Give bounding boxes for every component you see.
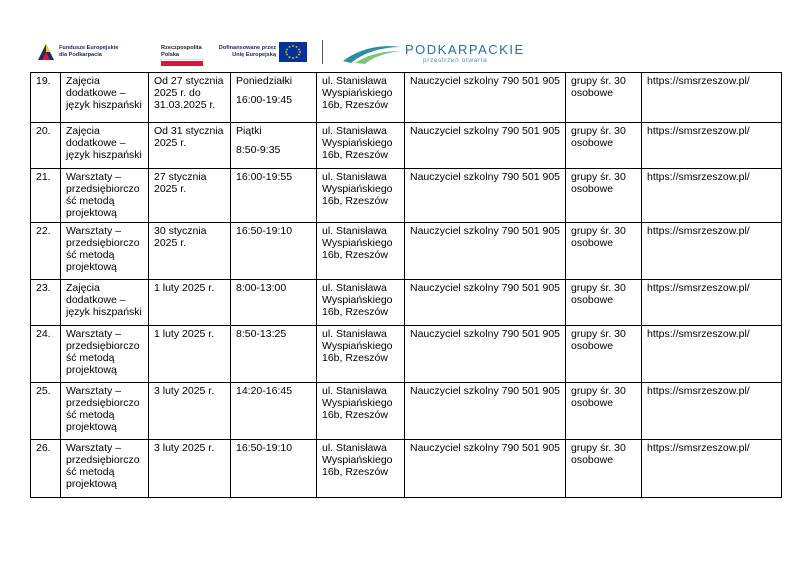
cell-group: grupy śr. 30 osobowe bbox=[566, 169, 642, 223]
logo-pk-name: PODKARPACKIE bbox=[405, 42, 525, 57]
table-row bbox=[31, 440, 782, 498]
cell-group: grupy śr. 30 osobowe bbox=[566, 73, 642, 123]
cell-contact: Nauczyciel szkolny 790 501 905 bbox=[405, 440, 566, 498]
cell-date: 30 stycznia 2025 r. bbox=[149, 223, 231, 280]
cell-contact: Nauczyciel szkolny 790 501 905 bbox=[405, 123, 566, 169]
cell-group: grupy śr. 30 osobowe bbox=[566, 123, 642, 169]
cell-number: 21. bbox=[31, 169, 61, 223]
cell-contact: Nauczyciel szkolny 790 501 905 bbox=[405, 73, 566, 123]
cell-date: 1 luty 2025 r. bbox=[149, 280, 231, 326]
cell-time: 16:00-19:45 bbox=[236, 94, 293, 106]
cell-group: grupy śr. 30 osobowe bbox=[566, 326, 642, 383]
cell-url: https://smsrzeszow.pl/ bbox=[642, 123, 782, 169]
cell-place: ul. Stanisława Wyspiańskiego 16b, Rzeszów bbox=[317, 223, 405, 280]
table-row bbox=[31, 280, 782, 326]
podkarpackie-swoosh-icon bbox=[341, 41, 403, 65]
cell-url: https://smsrzeszow.pl/ bbox=[642, 223, 782, 280]
table-row bbox=[31, 383, 782, 440]
cell-url: https://smsrzeszow.pl/ bbox=[642, 383, 782, 440]
table-row bbox=[31, 326, 782, 383]
table-row bbox=[31, 223, 782, 280]
cell-number: 24. bbox=[31, 326, 61, 383]
cell-date: Od 31 stycznia 2025 r. bbox=[149, 123, 231, 169]
logo-ue-line1: Dofinansowane przez bbox=[218, 45, 276, 51]
cell-time: 16:50-19:10 bbox=[231, 223, 317, 280]
cell-activity: Warsztaty – przedsiębiorczo ść metodą projektową bbox=[61, 326, 149, 383]
logo-unia-europejska bbox=[218, 41, 308, 65]
cell-activity: Warsztaty – przedsiębiorczo ść metodą projektową bbox=[61, 383, 149, 440]
cell-group: grupy śr. 30 osobowe bbox=[566, 440, 642, 498]
table-row bbox=[31, 73, 782, 123]
cell-date: Od 27 stycznia 2025 r. do 31.03.2025 r. bbox=[149, 73, 231, 123]
cell-place: ul. Stanisława Wyspiańskiego 16b, Rzeszów bbox=[317, 123, 405, 169]
cell-number: 20. bbox=[31, 123, 61, 169]
cell-url: https://smsrzeszow.pl/ bbox=[642, 280, 782, 326]
cell-url: https://smsrzeszow.pl/ bbox=[642, 326, 782, 383]
cell-date: 3 luty 2025 r. bbox=[149, 440, 231, 498]
cell-activity: Warsztaty – przedsiębiorczo ść metodą projektową bbox=[61, 223, 149, 280]
eu-flag-icon bbox=[279, 42, 307, 62]
cell-contact: Nauczyciel szkolny 790 501 905 bbox=[405, 223, 566, 280]
schedule-table bbox=[30, 72, 782, 498]
cell-activity: Zajęcia dodatkowe – język hiszpański bbox=[61, 123, 149, 169]
cell-place: ul. Stanisława Wyspiańskiego 16b, Rzeszów bbox=[317, 383, 405, 440]
logo-fe-line1: Fundusze Europejskie bbox=[59, 45, 119, 51]
table-row bbox=[31, 123, 782, 169]
cell-activity: Zajęcia dodatkowe – język hiszpański bbox=[61, 280, 149, 326]
cell-date: 3 luty 2025 r. bbox=[149, 383, 231, 440]
cell-activity: Warsztaty – przedsiębiorczo ść metodą projektową bbox=[61, 440, 149, 498]
cell-time: 8:50-13:25 bbox=[231, 326, 317, 383]
cell-activity: Zajęcia dodatkowe – język hiszpański bbox=[61, 73, 149, 123]
cell-place: ul. Stanisława Wyspiańskiego 16b, Rzeszów bbox=[317, 440, 405, 498]
cell-contact: Nauczyciel szkolny 790 501 905 bbox=[405, 326, 566, 383]
cell-contact: Nauczyciel szkolny 790 501 905 bbox=[405, 280, 566, 326]
cell-contact: Nauczyciel szkolny 790 501 905 bbox=[405, 383, 566, 440]
cell-url: https://smsrzeszow.pl/ bbox=[642, 169, 782, 223]
cell-group: grupy śr. 30 osobowe bbox=[566, 280, 642, 326]
cell-url: https://smsrzeszow.pl/ bbox=[642, 440, 782, 498]
cell-place: ul. Stanisława Wyspiańskiego 16b, Rzeszów bbox=[317, 326, 405, 383]
cell-day-time bbox=[231, 123, 317, 169]
cell-date: 27 stycznia 2025 r. bbox=[149, 169, 231, 223]
header-logos bbox=[36, 38, 525, 68]
logo-ue-line2: Unię Europejską bbox=[232, 52, 276, 58]
logo-rp-line2: Polska bbox=[161, 52, 180, 58]
cell-day: Poniedziałki bbox=[236, 75, 293, 87]
logo-podkarpackie bbox=[341, 39, 525, 67]
cell-contact: Nauczyciel szkolny 790 501 905 bbox=[405, 169, 566, 223]
cell-group: grupy śr. 30 osobowe bbox=[566, 223, 642, 280]
logo-pk-tagline: przestrzeń otwarta bbox=[423, 57, 488, 64]
table-row bbox=[31, 169, 782, 223]
cell-place: ul. Stanisława Wyspiańskiego 16b, Rzeszów bbox=[317, 169, 405, 223]
cell-date: 1 luty 2025 r. bbox=[149, 326, 231, 383]
cell-place: ul. Stanisława Wyspiańskiego 16b, Rzeszów bbox=[317, 280, 405, 326]
cell-day-time bbox=[231, 73, 317, 123]
cell-time: 16:50-19:10 bbox=[231, 440, 317, 498]
cell-number: 23. bbox=[31, 280, 61, 326]
cell-group: grupy śr. 30 osobowe bbox=[566, 383, 642, 440]
cell-number: 25. bbox=[31, 383, 61, 440]
cell-time: 14:20-16:45 bbox=[231, 383, 317, 440]
logo-rp-line1: Rzeczpospolita bbox=[161, 45, 202, 51]
logo-separator bbox=[322, 40, 323, 64]
cell-number: 22. bbox=[31, 223, 61, 280]
cell-time: 8:00-13:00 bbox=[231, 280, 317, 326]
cell-activity: Warsztaty – przedsiębiorczo ść metodą projektową bbox=[61, 169, 149, 223]
cell-time: 16:00-19:55 bbox=[231, 169, 317, 223]
cell-time: 8:50-9:35 bbox=[236, 144, 281, 156]
polish-flag-icon bbox=[161, 59, 203, 66]
fundusze-europejskie-icon bbox=[36, 42, 56, 62]
cell-number: 26. bbox=[31, 440, 61, 498]
cell-number: 19. bbox=[31, 73, 61, 123]
logo-fe-line2: dla Podkarpacia bbox=[59, 52, 102, 58]
cell-url: https://smsrzeszow.pl/ bbox=[642, 73, 782, 123]
logo-fundusze-europejskie bbox=[36, 41, 154, 63]
cell-day: Piątki bbox=[236, 125, 262, 137]
cell-place: ul. Stanisława Wyspiańskiego 16b, Rzeszów bbox=[317, 73, 405, 123]
